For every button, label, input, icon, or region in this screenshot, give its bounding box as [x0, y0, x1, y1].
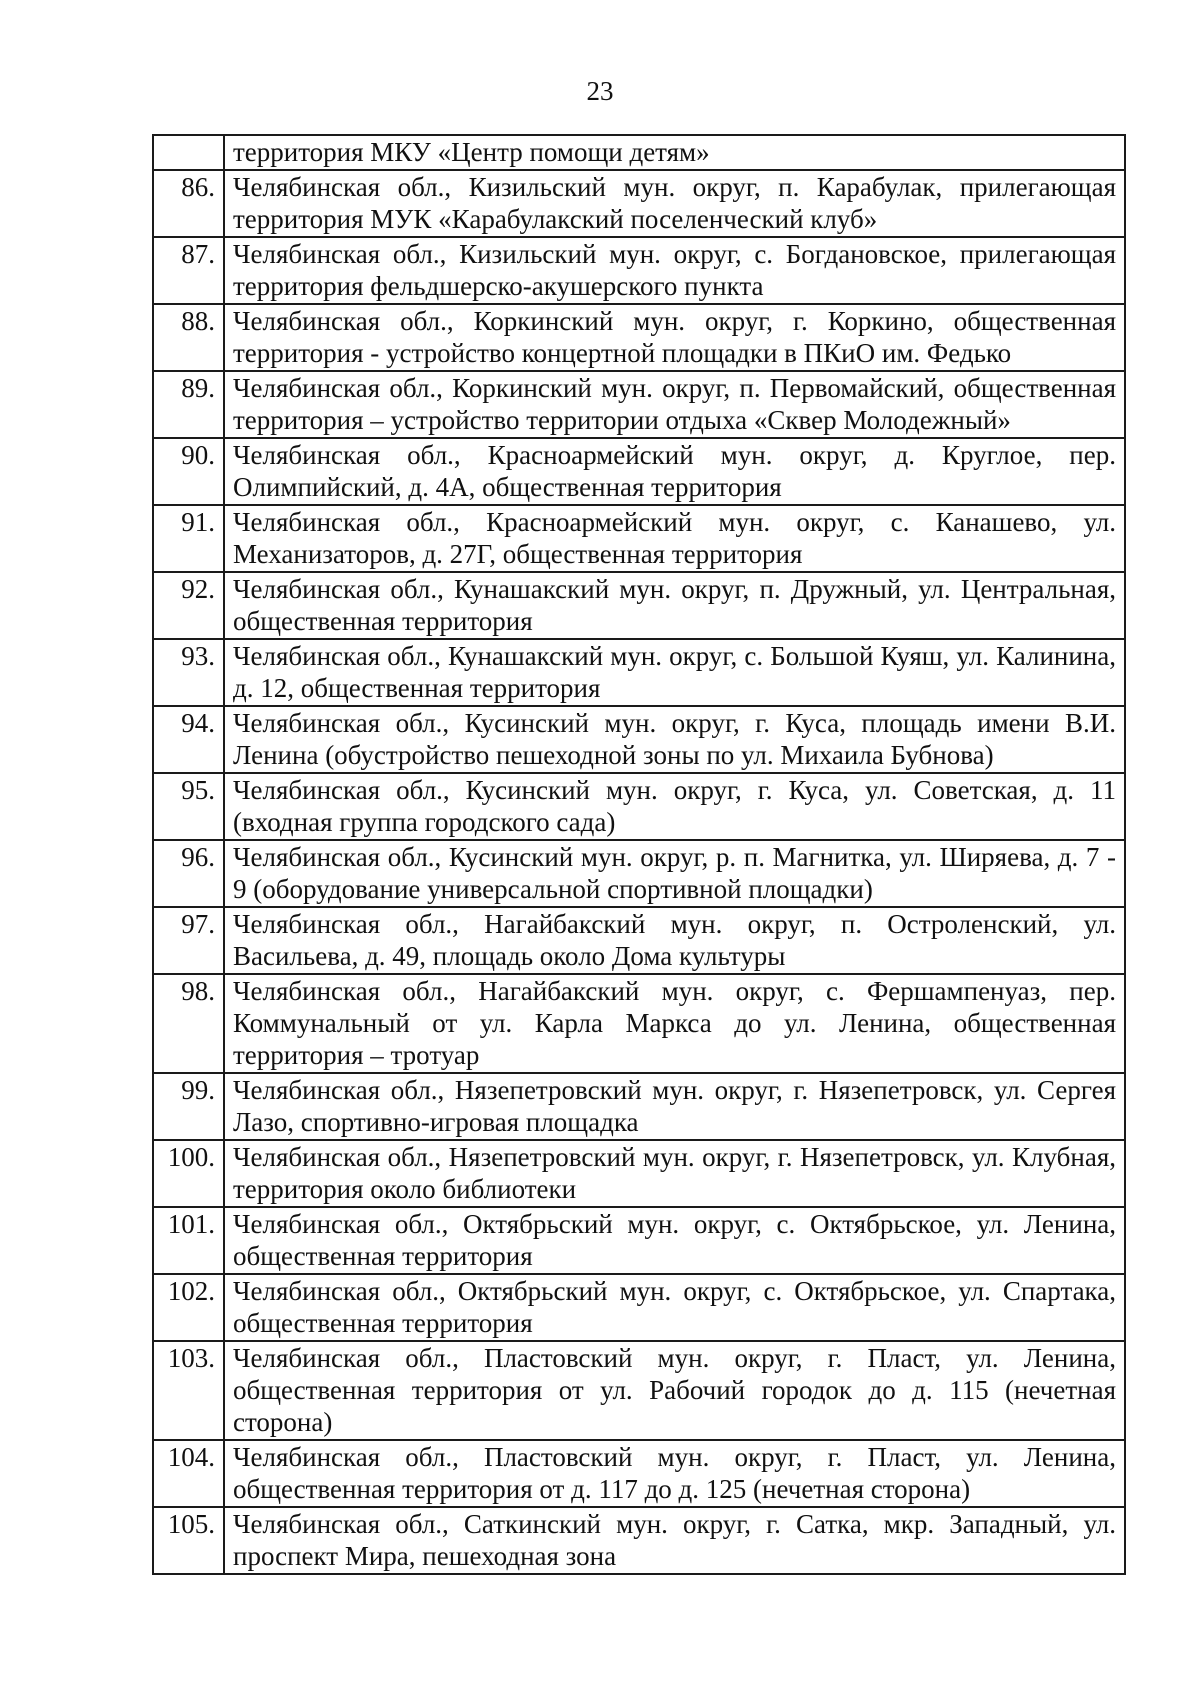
row-description: Челябинская обл., Кусинский мун. округ, г. Куса, ул. Советская, д. 11 (входная группа городского сада) — [224, 773, 1125, 840]
row-description: Челябинская обл., Коркинский мун. округ, п. Первомайский, общественная территория – устройство территории отдыха «Сквер Молодежный» — [224, 371, 1125, 438]
row-number: 92. — [153, 572, 224, 639]
row-number: 96. — [153, 840, 224, 907]
row-description: Челябинская обл., Пластовский мун. округ, г. Пласт, ул. Ленина, общественная территория от ул. Рабочий городок до д. 115 (нечетная сторона) — [224, 1341, 1125, 1440]
row-number: 100. — [153, 1140, 224, 1207]
row-description: Челябинская обл., Коркинский мун. округ, г. Коркино, общественная территория - устройство концертной площадки в ПКиО им. Федько — [224, 304, 1125, 371]
row-number: 94. — [153, 706, 224, 773]
page-number: 23 — [586, 76, 614, 106]
row-number: 95. — [153, 773, 224, 840]
row-number: 97. — [153, 907, 224, 974]
table-row — [153, 304, 1125, 371]
table-row — [153, 974, 1125, 1073]
territories-table — [152, 134, 1126, 1575]
row-description: Челябинская обл., Нагайбакский мун. округ, п. Остроленский, ул. Васильева, д. 49, площадь около Дома культуры — [224, 907, 1125, 974]
row-number: 104. — [153, 1440, 224, 1507]
row-number — [153, 135, 224, 170]
row-number: 89. — [153, 371, 224, 438]
row-description: Челябинская обл., Нязепетровский мун. округ, г. Нязепетровск, ул. Клубная, территория около библиотеки — [224, 1140, 1125, 1207]
row-description: территория МКУ «Центр помощи детям» — [224, 135, 1125, 170]
row-description: Челябинская обл., Красноармейский мун. округ, с. Канашево, ул. Механизаторов, д. 27Г, общественная территория — [224, 505, 1125, 572]
row-description: Челябинская обл., Саткинский мун. округ, г. Сатка, мкр. Западный, ул. проспект Мира, пешеходная зона — [224, 1507, 1125, 1574]
row-description: Челябинская обл., Октябрьский мун. округ, с. Октябрьское, ул. Ленина, общественная территория — [224, 1207, 1125, 1274]
row-description: Челябинская обл., Кизильский мун. округ, с. Богдановское, прилегающая территория фельдшерско-акушерского пункта — [224, 237, 1125, 304]
table-row — [153, 572, 1125, 639]
row-number: 101. — [153, 1207, 224, 1274]
row-number: 103. — [153, 1341, 224, 1440]
row-description: Челябинская обл., Нязепетровский мун. округ, г. Нязепетровск, ул. Сергея Лазо, спортивно-игровая площадка — [224, 1073, 1125, 1140]
row-number: 105. — [153, 1507, 224, 1574]
table-row — [153, 237, 1125, 304]
row-description: Челябинская обл., Кизильский мун. округ, п. Карабулак, прилегающая территория МУК «Карабулакский поселенческий клуб» — [224, 170, 1125, 237]
row-number: 90. — [153, 438, 224, 505]
row-number: 98. — [153, 974, 224, 1073]
table-row — [153, 773, 1125, 840]
row-number: 99. — [153, 1073, 224, 1140]
table-row — [153, 505, 1125, 572]
row-description: Челябинская обл., Октябрьский мун. округ, с. Октябрьское, ул. Спартака, общественная территория — [224, 1274, 1125, 1341]
table-row — [153, 170, 1125, 237]
table-row — [153, 706, 1125, 773]
row-number: 91. — [153, 505, 224, 572]
table-row — [153, 907, 1125, 974]
row-description: Челябинская обл., Красноармейский мун. округ, д. Круглое, пер. Олимпийский, д. 4А, общественная территория — [224, 438, 1125, 505]
row-description: Челябинская обл., Кунашакский мун. округ, с. Большой Куяш, ул. Калинина, д. 12, общественная территория — [224, 639, 1125, 706]
table-row — [153, 135, 1125, 170]
row-description: Челябинская обл., Кусинский мун. округ, г. Куса, площадь имени В.И. Ленина (обустройство пешеходной зоны по ул. Михаила Бубнова) — [224, 706, 1125, 773]
row-description: Челябинская обл., Пластовский мун. округ, г. Пласт, ул. Ленина, общественная территория от д. 117 до д. 125 (нечетная сторона) — [224, 1440, 1125, 1507]
table-row — [153, 840, 1125, 907]
row-description: Челябинская обл., Кунашакский мун. округ, п. Дружный, ул. Центральная, общественная территория — [224, 572, 1125, 639]
row-description: Челябинская обл., Кусинский мун. округ, р. п. Магнитка, ул. Ширяева, д. 7 - 9 (оборудование универсальной спортивной площадки) — [224, 840, 1125, 907]
row-number: 87. — [153, 237, 224, 304]
table-row — [153, 438, 1125, 505]
row-number: 88. — [153, 304, 224, 371]
row-number: 93. — [153, 639, 224, 706]
table-row — [153, 1073, 1125, 1140]
row-number: 86. — [153, 170, 224, 237]
table-row — [153, 1507, 1125, 1574]
table-row — [153, 1207, 1125, 1274]
table-row — [153, 639, 1125, 706]
table-row — [153, 1440, 1125, 1507]
table-row — [153, 371, 1125, 438]
table-row — [153, 1341, 1125, 1440]
table-row — [153, 1140, 1125, 1207]
table-row — [153, 1274, 1125, 1341]
row-number: 102. — [153, 1274, 224, 1341]
row-description: Челябинская обл., Нагайбакский мун. округ, с. Фершампенуаз, пер. Коммунальный от ул. Карла Маркса до ул. Ленина, общественная территория – тротуар — [224, 974, 1125, 1073]
